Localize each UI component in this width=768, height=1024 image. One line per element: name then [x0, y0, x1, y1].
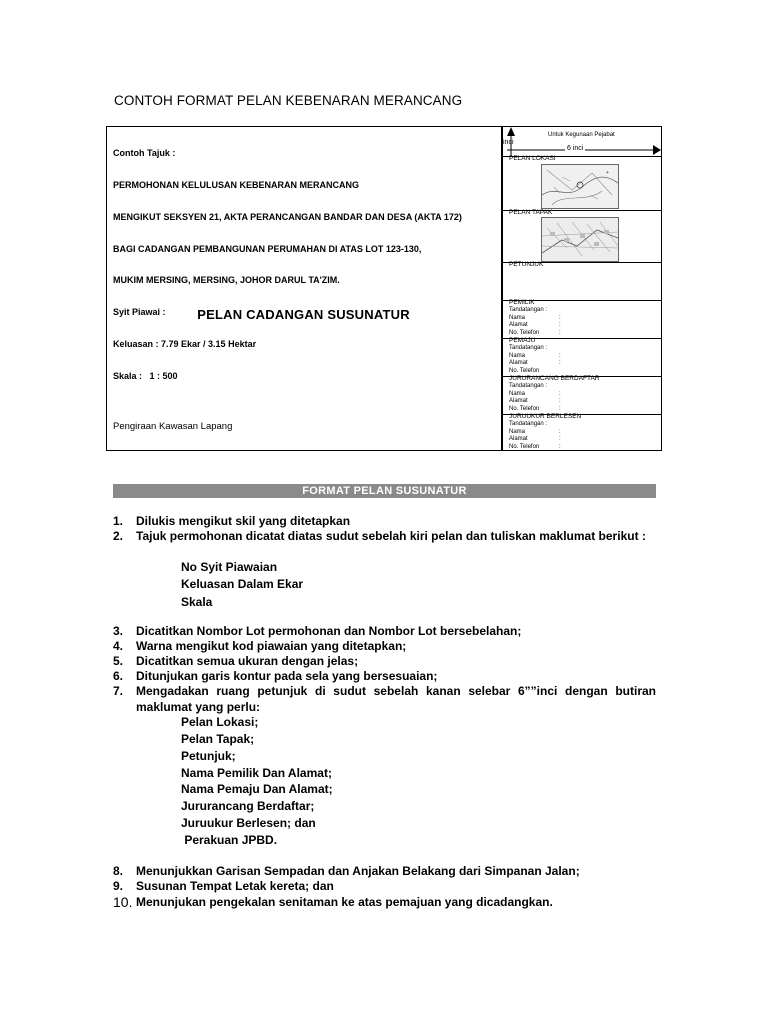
section-heading: FORMAT PELAN SUSUNATUR	[113, 484, 656, 498]
address-field-label: Alamat	[509, 398, 528, 405]
location-plan-panel	[503, 156, 662, 210]
title-block-line: Skala : 1 : 500	[113, 370, 178, 381]
sub-list-item: Skala	[181, 595, 213, 609]
svg-text:+: +	[606, 170, 609, 176]
phone-field-label: No. Telefon	[509, 329, 540, 336]
sub-list-item: Nama Pemaju Dan Alamat;	[181, 782, 333, 796]
legend-panel	[503, 262, 662, 300]
sub-list-item: No Syit Piawaian	[181, 560, 278, 574]
six-inch-label: 6 inci	[567, 145, 584, 152]
plan-heading: PELAN CADANGAN SUSUNATUR	[197, 307, 410, 322]
name-field-label: Nama	[509, 390, 526, 397]
sub-list-item: Keluasan Dalam Ekar	[181, 577, 304, 591]
sub-list-item: Pelan Lokasi;	[181, 715, 259, 729]
title-block-line: PERMOHONAN KELULUSAN KEBENARAN MERANCANG	[113, 179, 360, 190]
address-field-label: Alamat	[509, 322, 528, 329]
phone-field-label: No. Telefon	[509, 405, 540, 412]
right-arrow-icon	[653, 145, 661, 155]
site-plan-panel	[503, 210, 662, 262]
title-block-line: MENGIKUT SEKSYEN 21, AKTA PERANCANGAN BANDAR DAN DESA (AKTA 172)	[113, 211, 462, 222]
sub-list-item: Nama Pemilik Dan Alamat;	[181, 766, 332, 780]
office-use-label: Untuk Kegunaan Pejabat	[548, 132, 615, 138]
address-field-label: Alamat	[509, 360, 528, 367]
site-map-image	[541, 217, 619, 262]
signature-field-label: Tandatangan :	[509, 345, 548, 351]
title-block-line: Syit Piawai :	[113, 307, 166, 318]
name-field-label: Nama	[509, 352, 526, 359]
registered-planner-label: JURURANCANG BERDAFTAR	[509, 375, 600, 382]
title-block-line: BAGI CADANGAN PEMBANGUNAN PERUMAHAN DI ATAS LOT 123-130,	[113, 243, 422, 254]
sub-list-item: Petunjuk;	[181, 749, 236, 763]
name-field-label: Nama	[509, 314, 526, 321]
sub-list-item: Pelan Tapak;	[181, 732, 255, 746]
licensed-surveyor-label: JURUUKUR BERLESEN	[509, 413, 582, 420]
sub-list-item: Jururancang Berdaftar;	[181, 799, 315, 813]
developer-fields: Tandatangan : Nama : Alamat : No. Telefon	[509, 345, 561, 374]
registered-planner-panel	[503, 376, 662, 414]
licensed-surveyor-panel	[503, 414, 662, 451]
owner-fields: Tandatangan : Nama : Alamat : No. Telefon :	[509, 307, 561, 336]
signature-field-label: Tandatangan :	[509, 383, 548, 389]
phone-field-label: No. Telefon	[509, 443, 540, 450]
surveyor-fields: Tandatangan : Nama : Alamat : No. Telefon :	[509, 421, 561, 450]
developer-panel	[503, 338, 662, 376]
owner-label: PEMILIK	[509, 299, 535, 306]
title-block-line: Contoh Tajuk :	[113, 148, 176, 159]
sub-list-item: Juruukur Berlesen; dan	[181, 816, 316, 830]
title-block-line: Keluasan : 7.79 Ekar / 3.15 Hektar	[113, 338, 257, 349]
title-block-line: MUKIM MERSING, MERSING, JOHOR DARUL TA'ZIM.	[113, 275, 340, 286]
location-map-image	[541, 164, 619, 209]
legend-label: PETUNJUK	[509, 261, 544, 268]
signature-field-label: Tandatangan :	[509, 421, 548, 427]
open-space-calculation-label: Pengiraan Kawasan Lapang	[113, 421, 233, 432]
location-plan-label: PELAN LOKASI	[509, 155, 556, 162]
planner-fields: Tandatangan : Nama : Alamat : No. Telefon :	[509, 383, 561, 412]
phone-field-label: No. Telefon	[509, 367, 540, 374]
sample-title-block	[113, 127, 462, 392]
name-field-label: Nama	[509, 428, 526, 435]
address-field-label: Alamat	[509, 436, 528, 443]
up-arrow-icon	[507, 127, 515, 136]
vertical-inch-label: inci	[503, 139, 514, 146]
site-plan-label: PELAN TAPAK	[509, 209, 553, 216]
document-title: CONTOH FORMAT PELAN KEBENARAN MERANCANG	[114, 93, 463, 108]
sub-list-item: Perakuan JPBD.	[181, 833, 278, 847]
developer-label: PEMAJU	[509, 337, 536, 344]
signature-field-label: Tandatangan :	[509, 307, 548, 313]
owner-panel	[503, 300, 662, 338]
